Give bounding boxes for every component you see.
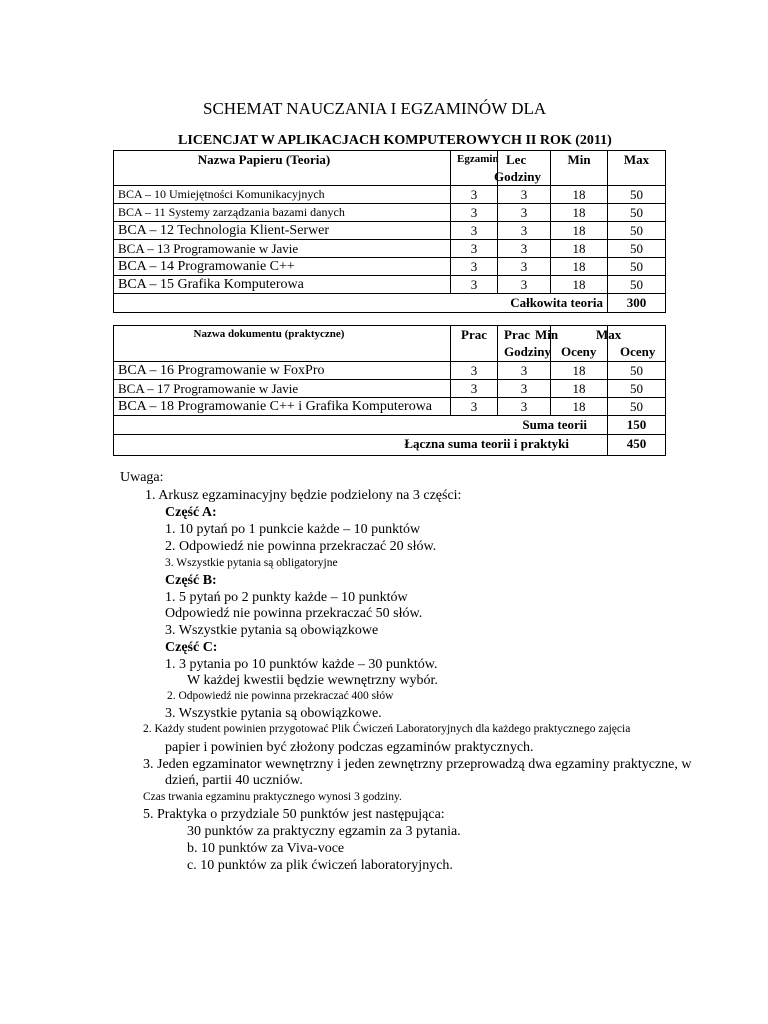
practical-name-header: Nazwa dokumentu (praktyczne) [114,326,451,362]
hours-value: 3 [498,380,551,398]
lec-value: 3 [498,186,551,204]
lec-value: 3 [498,258,551,276]
theory-table [113,150,666,313]
part-b-item-3: 3. Wszystkie pytania są obowiązkowe [165,623,379,638]
max-value: 50 [608,186,666,204]
min-value: 18 [551,240,608,258]
min-value: 18 [551,398,608,416]
table-row [114,258,666,276]
exam-value: 3 [451,222,498,240]
practical-sum-value: 150 [608,416,666,435]
prac-hours-label: Prac [504,327,530,342]
part-a-item-3: 3. Wszystkie pytania są obligatoryjne [165,557,338,569]
paper-name: BCA – 15 Grafika Komputerowa [114,276,451,294]
max-sublabel: Oceny [620,344,656,359]
part-c-item-1: 1. 3 pytania po 10 punktów każde – 30 punktów. [165,657,438,672]
grand-total-row [114,435,666,456]
exam-header-label: Egzamin [457,153,499,165]
max-value: 50 [608,240,666,258]
part-c-title: Część C: [165,640,218,655]
hours-header-label: Godziny [494,169,541,184]
practical-header-row [114,326,666,362]
exam-value: 3 [451,186,498,204]
note-3-line-2: dzień, partii 40 uczniów. [165,773,303,788]
lec-value: 3 [498,276,551,294]
lec-value: 3 [498,240,551,258]
theory-lec-header [494,151,551,186]
note-1: 1. Arkusz egzaminacyjny będzie podzielony na 3 części: [145,488,462,503]
exam-value: 3 [451,240,498,258]
max-value: 50 [608,380,666,398]
hours-value: 3 [498,398,551,416]
part-c-item-3: 3. Wszystkie pytania są obowiązkowe. [165,706,382,721]
theory-min-header: Min [551,151,608,186]
max-label: Max [596,327,622,342]
min-value: 18 [551,362,608,380]
paper-name: BCA – 16 Programowanie w FoxPro [114,362,451,380]
theory-max-header: Max [608,151,666,186]
prac-value: 3 [451,398,498,416]
notes-heading: Uwaga: [120,470,164,485]
paper-name: BCA – 17 Programowanie w Javie [114,380,451,398]
min-value: 18 [551,204,608,222]
part-c-item-2: 2. Odpowiedź nie powinna przekraczać 400 słów [167,690,394,702]
part-a-title: Część A: [165,505,217,520]
grand-total-label: Łączna suma teorii i praktyki [114,435,608,456]
max-value: 50 [608,204,666,222]
max-value: 50 [608,362,666,380]
min-value: 18 [551,380,608,398]
min-label: Min [535,327,559,342]
lec-value: 3 [498,222,551,240]
part-b-title: Część B: [165,573,217,588]
exam-value: 3 [451,276,498,294]
min-sublabel: Oceny [561,344,597,359]
min-value: 18 [551,258,608,276]
paper-name: BCA – 13 Programowanie w Javie [114,240,451,258]
table-row [114,362,666,380]
prac-value: 3 [451,380,498,398]
note-5-item-a: 30 punktów za praktyczny egzamin za 3 pytania. [187,824,461,839]
note-2-line-2: papier i powinien być złożony podczas egzaminów praktycznych. [165,740,534,755]
paper-name: BCA – 10 Umiejętności Komunikacyjnych [114,186,451,204]
practical-sum-label: Suma teorii [114,416,608,435]
grand-total-value: 450 [608,435,666,456]
practical-sum-row [114,416,666,435]
min-value: 18 [551,186,608,204]
part-b-item-1: 1. 5 pytań po 2 punkty każde – 10 punktów [165,590,408,605]
exam-value: 3 [451,258,498,276]
lec-value: 3 [498,204,551,222]
table-row [114,380,666,398]
note-5-item-c: c. 10 punktów za plik ćwiczeń laboratoryjnych. [187,858,453,873]
lec-header-label: Lec [506,152,527,167]
hours-value: 3 [498,362,551,380]
min-value: 18 [551,276,608,294]
paper-name: BCA – 18 Programowanie C++ i Grafika Komputerowa [114,398,451,416]
table-row [114,222,666,240]
theory-exam-header [451,151,498,186]
theory-total-row [114,294,666,313]
theory-header-row [114,151,666,186]
min-value: 18 [551,222,608,240]
theory-name-header: Nazwa Papieru (Teoria) [114,151,451,186]
theory-total-label: Całkowita teoria [114,294,608,313]
table-row [114,240,666,258]
practical-max-header [596,326,666,362]
practical-prac-header: Prac [451,326,498,362]
note-5-item-b: b. 10 punktów za Viva-voce [187,841,345,856]
part-a-item-2: 2. Odpowiedź nie powinna przekraczać 20 słów. [165,539,437,554]
note-3-line-1: 3. Jeden egzaminator wewnętrzny i jeden zewnętrzny przeprowadzą dwa egzaminy praktyczne, w [143,757,692,772]
note-2-line-1: 2. Każdy student powinien przygotować Plik Ćwiczeń Laboratoryjnych dla każdego praktycznego zajęcia [143,723,631,735]
paper-name: BCA – 12 Technologia Klient-Serwer [114,222,451,240]
paper-name: BCA – 11 Systemy zarządzania bazami danych [114,204,451,222]
part-a-item-1: 1. 10 pytań po 1 punkcie każde – 10 punktów [165,522,421,537]
part-c-item-1b: W każdej kwestii będzie wewnętrzny wybór. [187,673,438,688]
prac-value: 3 [451,362,498,380]
table-row [114,204,666,222]
max-value: 50 [608,276,666,294]
max-value: 50 [608,258,666,276]
max-value: 50 [608,222,666,240]
practical-table [113,325,666,456]
note-5: 5. Praktyka o przydziale 50 punktów jest następująca: [143,807,445,822]
table-row [114,276,666,294]
part-b-item-2: Odpowiedź nie powinna przekraczać 50 słów. [165,606,423,621]
note-4: Czas trwania egzaminu praktycznego wynosi 3 godziny. [143,791,402,803]
max-value: 50 [608,398,666,416]
document-subtitle: LICENCJAT W APLIKACJACH KOMPUTEROWYCH II ROK (2011) [178,133,612,148]
table-row [114,398,666,416]
prac-hours-sublabel: Godziny [504,344,551,359]
theory-total-value: 300 [608,294,666,313]
paper-name: BCA – 14 Programowanie C++ [114,258,451,276]
table-row [114,186,666,204]
document-title: SCHEMAT NAUCZANIA I EGZAMINÓW DLA [203,99,547,118]
exam-value: 3 [451,204,498,222]
